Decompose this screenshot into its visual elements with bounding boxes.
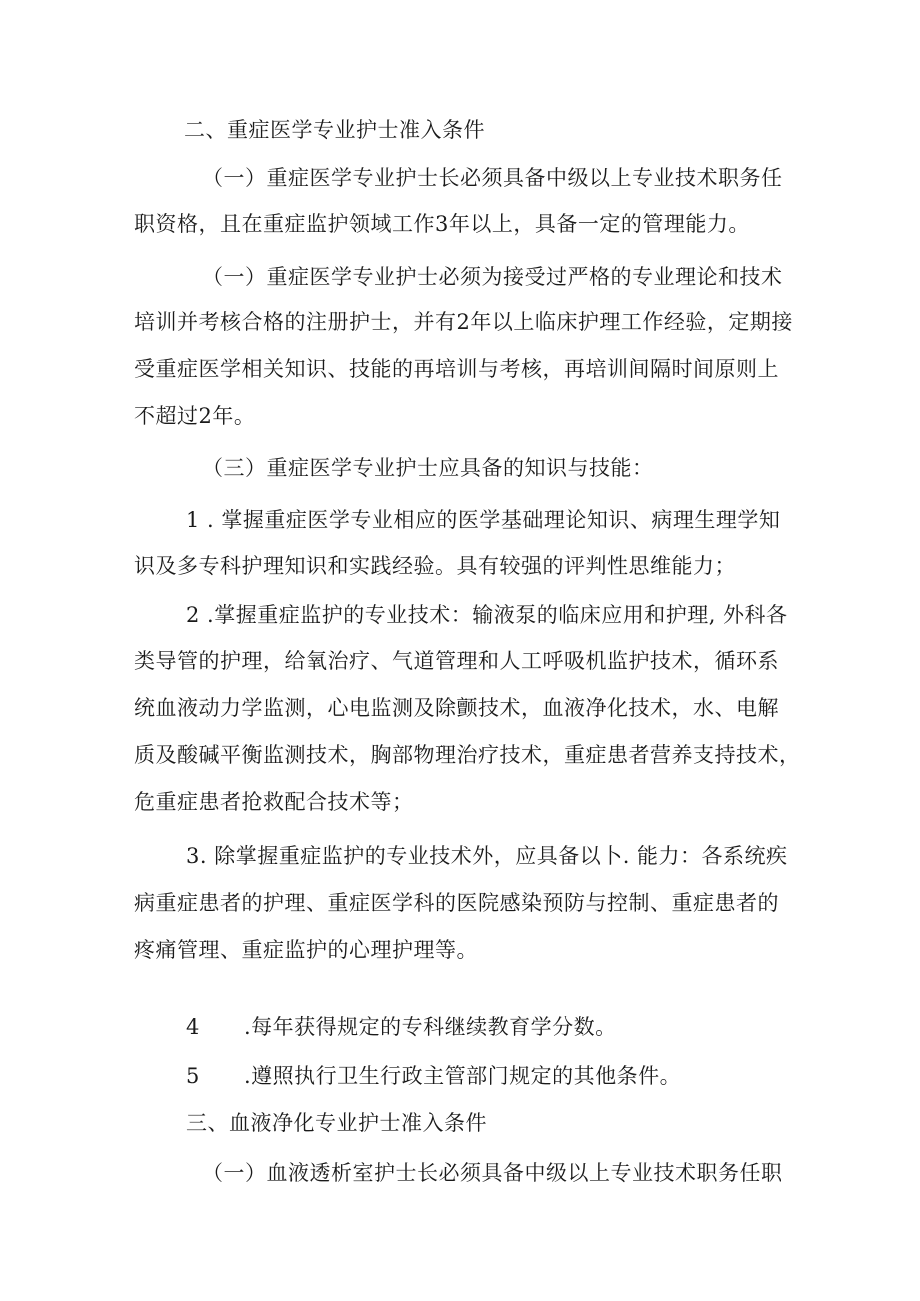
list-item-line: 2 .掌握重症监护的专业技术：输液泵的临床应用和护理, 外科各	[186, 603, 788, 627]
paragraph-line: 培训并考核合格的注册护士，并有2年以上临床护理工作经验，定期接	[134, 310, 793, 334]
paragraph-line: （一）重症医学专业护士长必须具备中级以上专业技术职务任	[202, 166, 783, 190]
list-item-line: 疼痛管理、重症监护的心理护理等。	[134, 938, 478, 962]
list-item-text: .遵照执行卫生行政主管部门规定的其他条件。	[244, 1064, 682, 1088]
paragraph-line: 职资格，且在重症监护领域工作3年以上，具备一定的管理能力。	[134, 212, 750, 236]
paragraph-line: （三）重症医学专业护士应具备的知识与技能：	[202, 456, 654, 480]
list-item-number: 5	[186, 1064, 200, 1088]
list-item	[186, 1061, 681, 1091]
list-item-line: 3. 除掌握重症监护的专业技术外，应具备以卜. 能力：各系统疾	[186, 844, 788, 868]
list-item-line: 1 . 掌握重症医学专业相应的医学基础理论知识、病理生理学知	[186, 508, 781, 532]
list-item	[186, 1012, 617, 1042]
paragraph-line: （一）重症医学专业护士必须为接受过严格的专业理论和技术	[202, 265, 783, 289]
list-item-line: 危重症患者抢救配合技术等；	[134, 790, 414, 814]
list-item-line: 识及多专科护理知识和实践经验。具有较强的评判性思维能力；	[134, 554, 736, 578]
paragraph-line: 受重症医学相关知识、技能的再培训与考核，再培训间隔时间原则上	[134, 357, 779, 381]
list-item-number: 4	[186, 1015, 200, 1039]
list-item-text: .每年获得规定的专科继续教育学分数。	[244, 1015, 617, 1039]
section-heading-2: 二、重症医学专业护士准入条件	[184, 118, 485, 142]
list-item-line: 类导管的护理，给氧治疗、气道管理和人工呼吸机监护技术，循环系	[134, 649, 779, 673]
section-heading-3: 三、血液净化专业护士准入条件	[186, 1111, 487, 1135]
list-item-line: 统血液动力学监测，心电监测及除颤技术，血液净化技术，水、电解	[134, 696, 779, 720]
paragraph-line: 不超过2年。	[134, 404, 256, 428]
list-item-line: 质及酸碱平衡监测技术，胸部物理治疗技术，重症患者营养支持技术，	[134, 743, 801, 767]
list-item-line: 病重症患者的护理、重症医学科的医院感染预防与控制、重症患者的	[134, 891, 779, 915]
paragraph-line: （一）血液透析室护士长必须具备中级以上专业技术职务任职	[202, 1161, 783, 1185]
